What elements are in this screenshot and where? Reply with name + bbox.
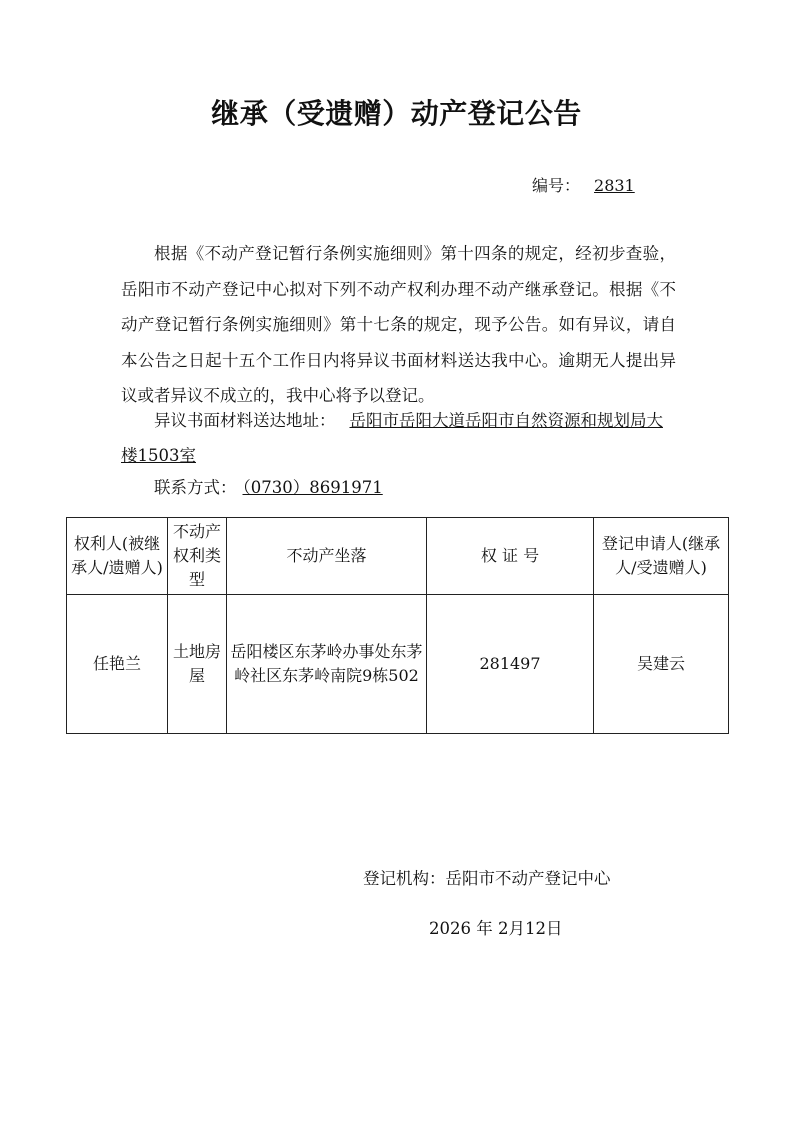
cell-holder: 任艳兰: [67, 595, 168, 734]
header-cert: 权 证 号: [427, 518, 594, 595]
serial-number-line: [532, 173, 635, 196]
serial-number: 2831: [594, 176, 635, 195]
header-holder: 权利人(被继承人/遗赠人): [67, 518, 168, 595]
address-label: 异议书面材料送达地址：: [154, 411, 336, 430]
notice-date: 2026 年 2月12日: [429, 919, 563, 938]
objection-address: [121, 403, 676, 473]
registration-table: [66, 517, 729, 734]
registration-org: 登记机构：岳阳市不动产登记中心: [363, 869, 611, 888]
header-location: 不动产坐落: [227, 518, 427, 595]
notice-title: 继承（受遗赠）动产登记公告: [211, 97, 582, 130]
notice-body-text: 根据《不动产登记暂行条例实施细则》第十四条的规定，经初步查验，岳阳市不动产登记中心拟对下列不动产权利办理不动产继承登记。根据《不动产登记暂行条例实施细则》第十七条的规定，现予公告。如有异议，请自本公告之日起十五个工作日内将异议书面材料送达我中心。逾期无人提出异议或者异议不成立的，我中心将予以登记。: [121, 244, 676, 405]
contact-label: 联系方式：: [154, 478, 237, 497]
cell-location: 岳阳楼区东茅岭办事处东茅岭社区东茅岭南院9栋502: [227, 595, 427, 734]
address-value: 岳阳市岳阳大道岳阳市自然资源和规划局大楼1503室: [121, 411, 663, 465]
table-header-row: [67, 518, 729, 595]
cell-cert: 281497: [427, 595, 594, 734]
cell-type: 土地房屋: [168, 595, 227, 734]
contact-line: [154, 474, 407, 498]
contact-value: （0730）8691971: [242, 478, 383, 497]
notice-body: [121, 236, 676, 414]
header-applicant: 登记申请人(继承人/受遗赠人): [594, 518, 729, 595]
table-row: [67, 595, 729, 734]
cell-applicant: 吴建云: [594, 595, 729, 734]
header-type: 不动产权利类型: [168, 518, 227, 595]
serial-label: 编号：: [532, 176, 581, 195]
